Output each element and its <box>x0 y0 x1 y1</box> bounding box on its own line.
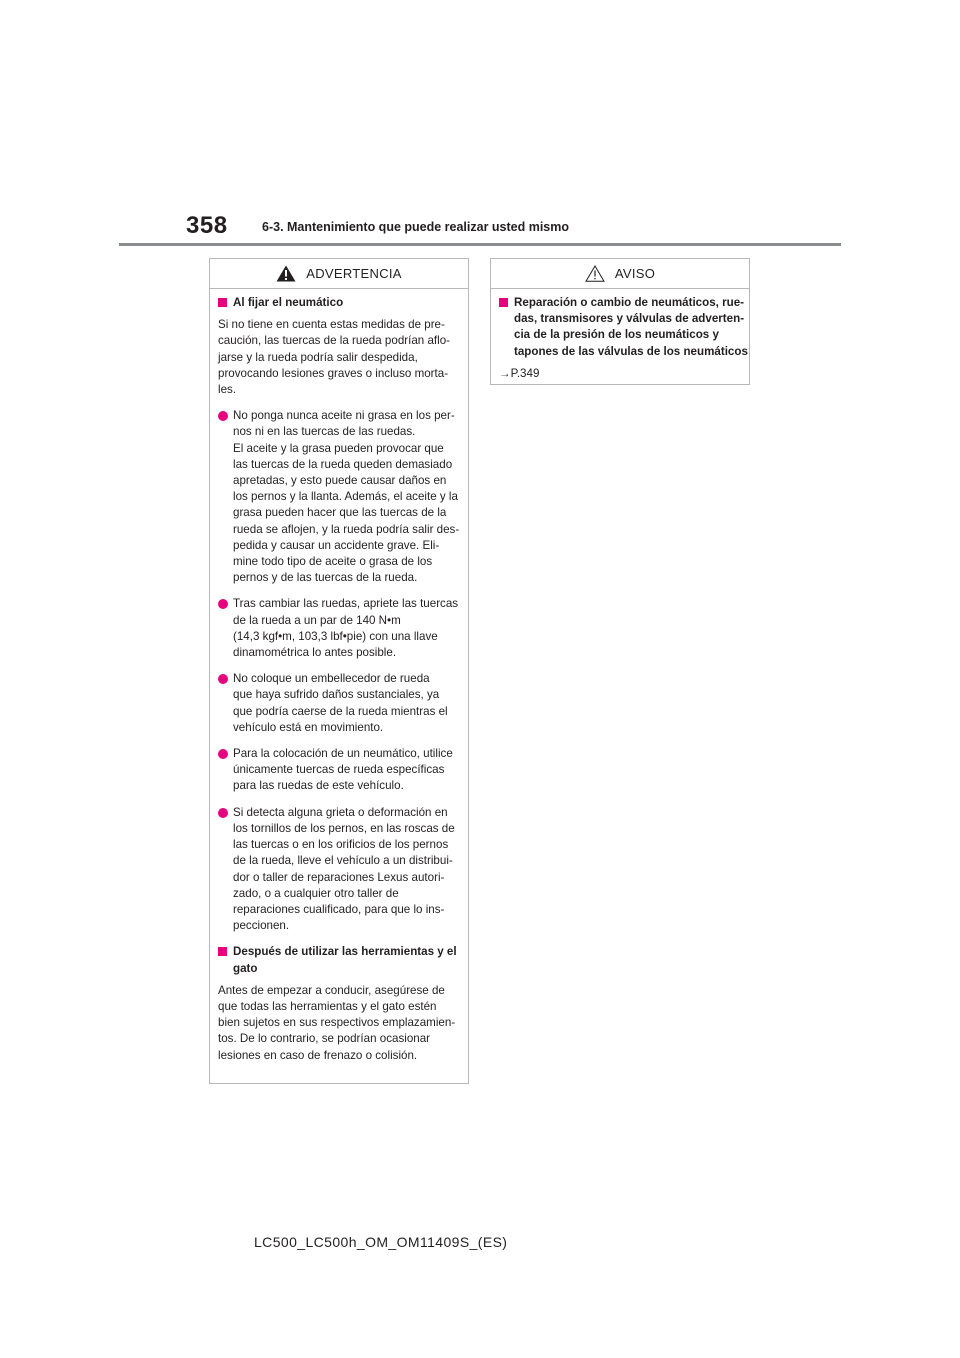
text-line: El aceite y la grasa pueden provocar que <box>233 441 444 455</box>
text-line: No coloque un embellecedor de rueda <box>233 672 430 686</box>
text-line: jarse y la rueda podría salir despedida, <box>218 350 418 364</box>
text-line: para las ruedas de este vehículo. <box>233 779 404 793</box>
bullet-item <box>218 596 460 661</box>
text-line: vehículo está en movimiento. <box>233 720 384 734</box>
heading-text: Después de utilizar las herramientas y el <box>233 945 457 959</box>
text-line: los tornillos de los pernos, en las roscas de <box>233 821 455 835</box>
heading-text: Reparación o cambio de neumáticos, rue- <box>514 296 745 309</box>
text-line: grasa pueden hacer que las tuercas de la <box>233 506 447 520</box>
section-heading <box>218 295 460 311</box>
round-bullet-icon <box>218 808 228 818</box>
text-line: dinamométrica lo antes posible. <box>233 646 397 660</box>
bullet-item <box>218 671 460 736</box>
text-line: zado, o a cualquier otro taller de <box>233 886 399 900</box>
text-line: peccionen. <box>233 919 290 933</box>
caution-triangle-outline-icon <box>585 265 605 282</box>
warning-box <box>209 258 469 1084</box>
section-heading <box>218 944 460 976</box>
round-bullet-icon <box>218 674 228 684</box>
text-line: pedida y causar un accidente grave. Eli- <box>233 538 440 552</box>
text-line: las tuercas de la rueda queden demasiado <box>233 457 453 471</box>
heading-text: cia de la presión de los neumáticos y <box>514 328 719 342</box>
bullet-item <box>218 746 460 795</box>
page-header <box>0 0 960 250</box>
text-line: Si no tiene en cuenta estas medidas de pre- <box>218 318 445 332</box>
text-line: que todas las herramientas y el gato estén <box>218 999 437 1013</box>
text-line: de la rueda, lleve el vehículo a un distribui- <box>233 854 453 868</box>
text-line: (14,3 kgf•m, 103,3 lbf•pie) con una llave <box>233 629 438 643</box>
text-line: pernos y de las tuercas de la rueda. <box>233 571 418 585</box>
text-line: reparaciones cualificado, para que lo ins- <box>233 902 445 916</box>
round-bullet-icon <box>218 599 228 609</box>
footer-document-code: LC500_LC500h_OM_OM11409S_(ES) <box>254 1234 508 1250</box>
text-line: nos ni en las tuercas de las ruedas. <box>233 425 416 439</box>
heading-text: tapones de las válvulas de los neumáticos <box>514 344 748 358</box>
warning-triangle-icon <box>276 265 296 282</box>
heading-text: gato <box>233 961 258 975</box>
warning-box-title: ADVERTENCIA <box>306 266 402 281</box>
round-bullet-icon <box>218 411 228 421</box>
body-paragraph <box>218 983 460 1064</box>
square-bullet-icon <box>218 947 227 956</box>
text-line: bien sujetos en sus respectivos emplazamien- <box>218 1016 456 1030</box>
warning-box-header <box>210 259 468 289</box>
text-line: provocando lesiones graves o incluso morta- <box>218 366 449 380</box>
text-line: caución, las tuercas de la rueda podrían aflo- <box>218 334 451 348</box>
text-line: Si detecta alguna grieta o deformación en <box>233 805 448 819</box>
notice-box-body <box>491 289 749 382</box>
square-bullet-icon <box>218 298 227 307</box>
text-line: Para la colocación de un neumático, utilice <box>233 747 453 761</box>
warning-box-body <box>210 289 468 1064</box>
section-title: 6-3. Mantenimiento que puede realizar usted mismo <box>262 220 570 234</box>
text-line: mine todo tipo de aceite o grasa de los <box>233 555 433 569</box>
header-rule <box>119 243 841 246</box>
notice-box <box>490 258 750 385</box>
text-line: lesiones en caso de frenazo o colisión. <box>218 1048 418 1062</box>
notice-box-header <box>491 259 749 289</box>
page-number: 358 <box>186 212 228 239</box>
intro-paragraph <box>218 317 460 398</box>
text-line: los pernos y la llanta. Además, el aceite y la <box>233 490 458 504</box>
text-line: que podría caerse de la rueda mientras el <box>233 704 448 718</box>
round-bullet-icon <box>218 749 228 759</box>
text-line: les. <box>218 383 237 397</box>
text-line: apretadas, y esto puede causar daños en <box>233 474 447 488</box>
text-line: que haya sufrido daños sustanciales, ya <box>233 688 440 702</box>
text-line: de la rueda a un par de 140 N•m <box>233 613 401 627</box>
notice-box-title: AVISO <box>614 266 656 281</box>
page-reference-link[interactable]: →P.349 <box>499 366 540 380</box>
text-line: Tras cambiar las ruedas, apriete las tuercas <box>233 597 459 611</box>
heading-text: Al fijar el neumático <box>233 296 344 309</box>
section-heading <box>499 295 748 360</box>
text-line: tos. De lo contrario, se podrían ocasionar <box>218 1032 431 1046</box>
text-line: las tuercas o en los orificios de los pernos <box>233 838 449 852</box>
heading-text: das, transmisores y válvulas de adverten- <box>514 312 745 326</box>
text-line: rueda se aflojen, y la rueda podría salir des- <box>233 522 460 536</box>
text-line: Antes de empezar a conducir, asegúrese de <box>218 983 445 997</box>
square-bullet-icon <box>499 298 508 307</box>
bullet-item <box>218 408 460 586</box>
text-line: únicamente tuercas de rueda específicas <box>233 763 445 777</box>
bullet-item <box>218 805 460 935</box>
text-line: dor o taller de reparaciones Lexus autori- <box>233 870 445 884</box>
text-line: No ponga nunca aceite ni grasa en los per- <box>233 409 455 423</box>
